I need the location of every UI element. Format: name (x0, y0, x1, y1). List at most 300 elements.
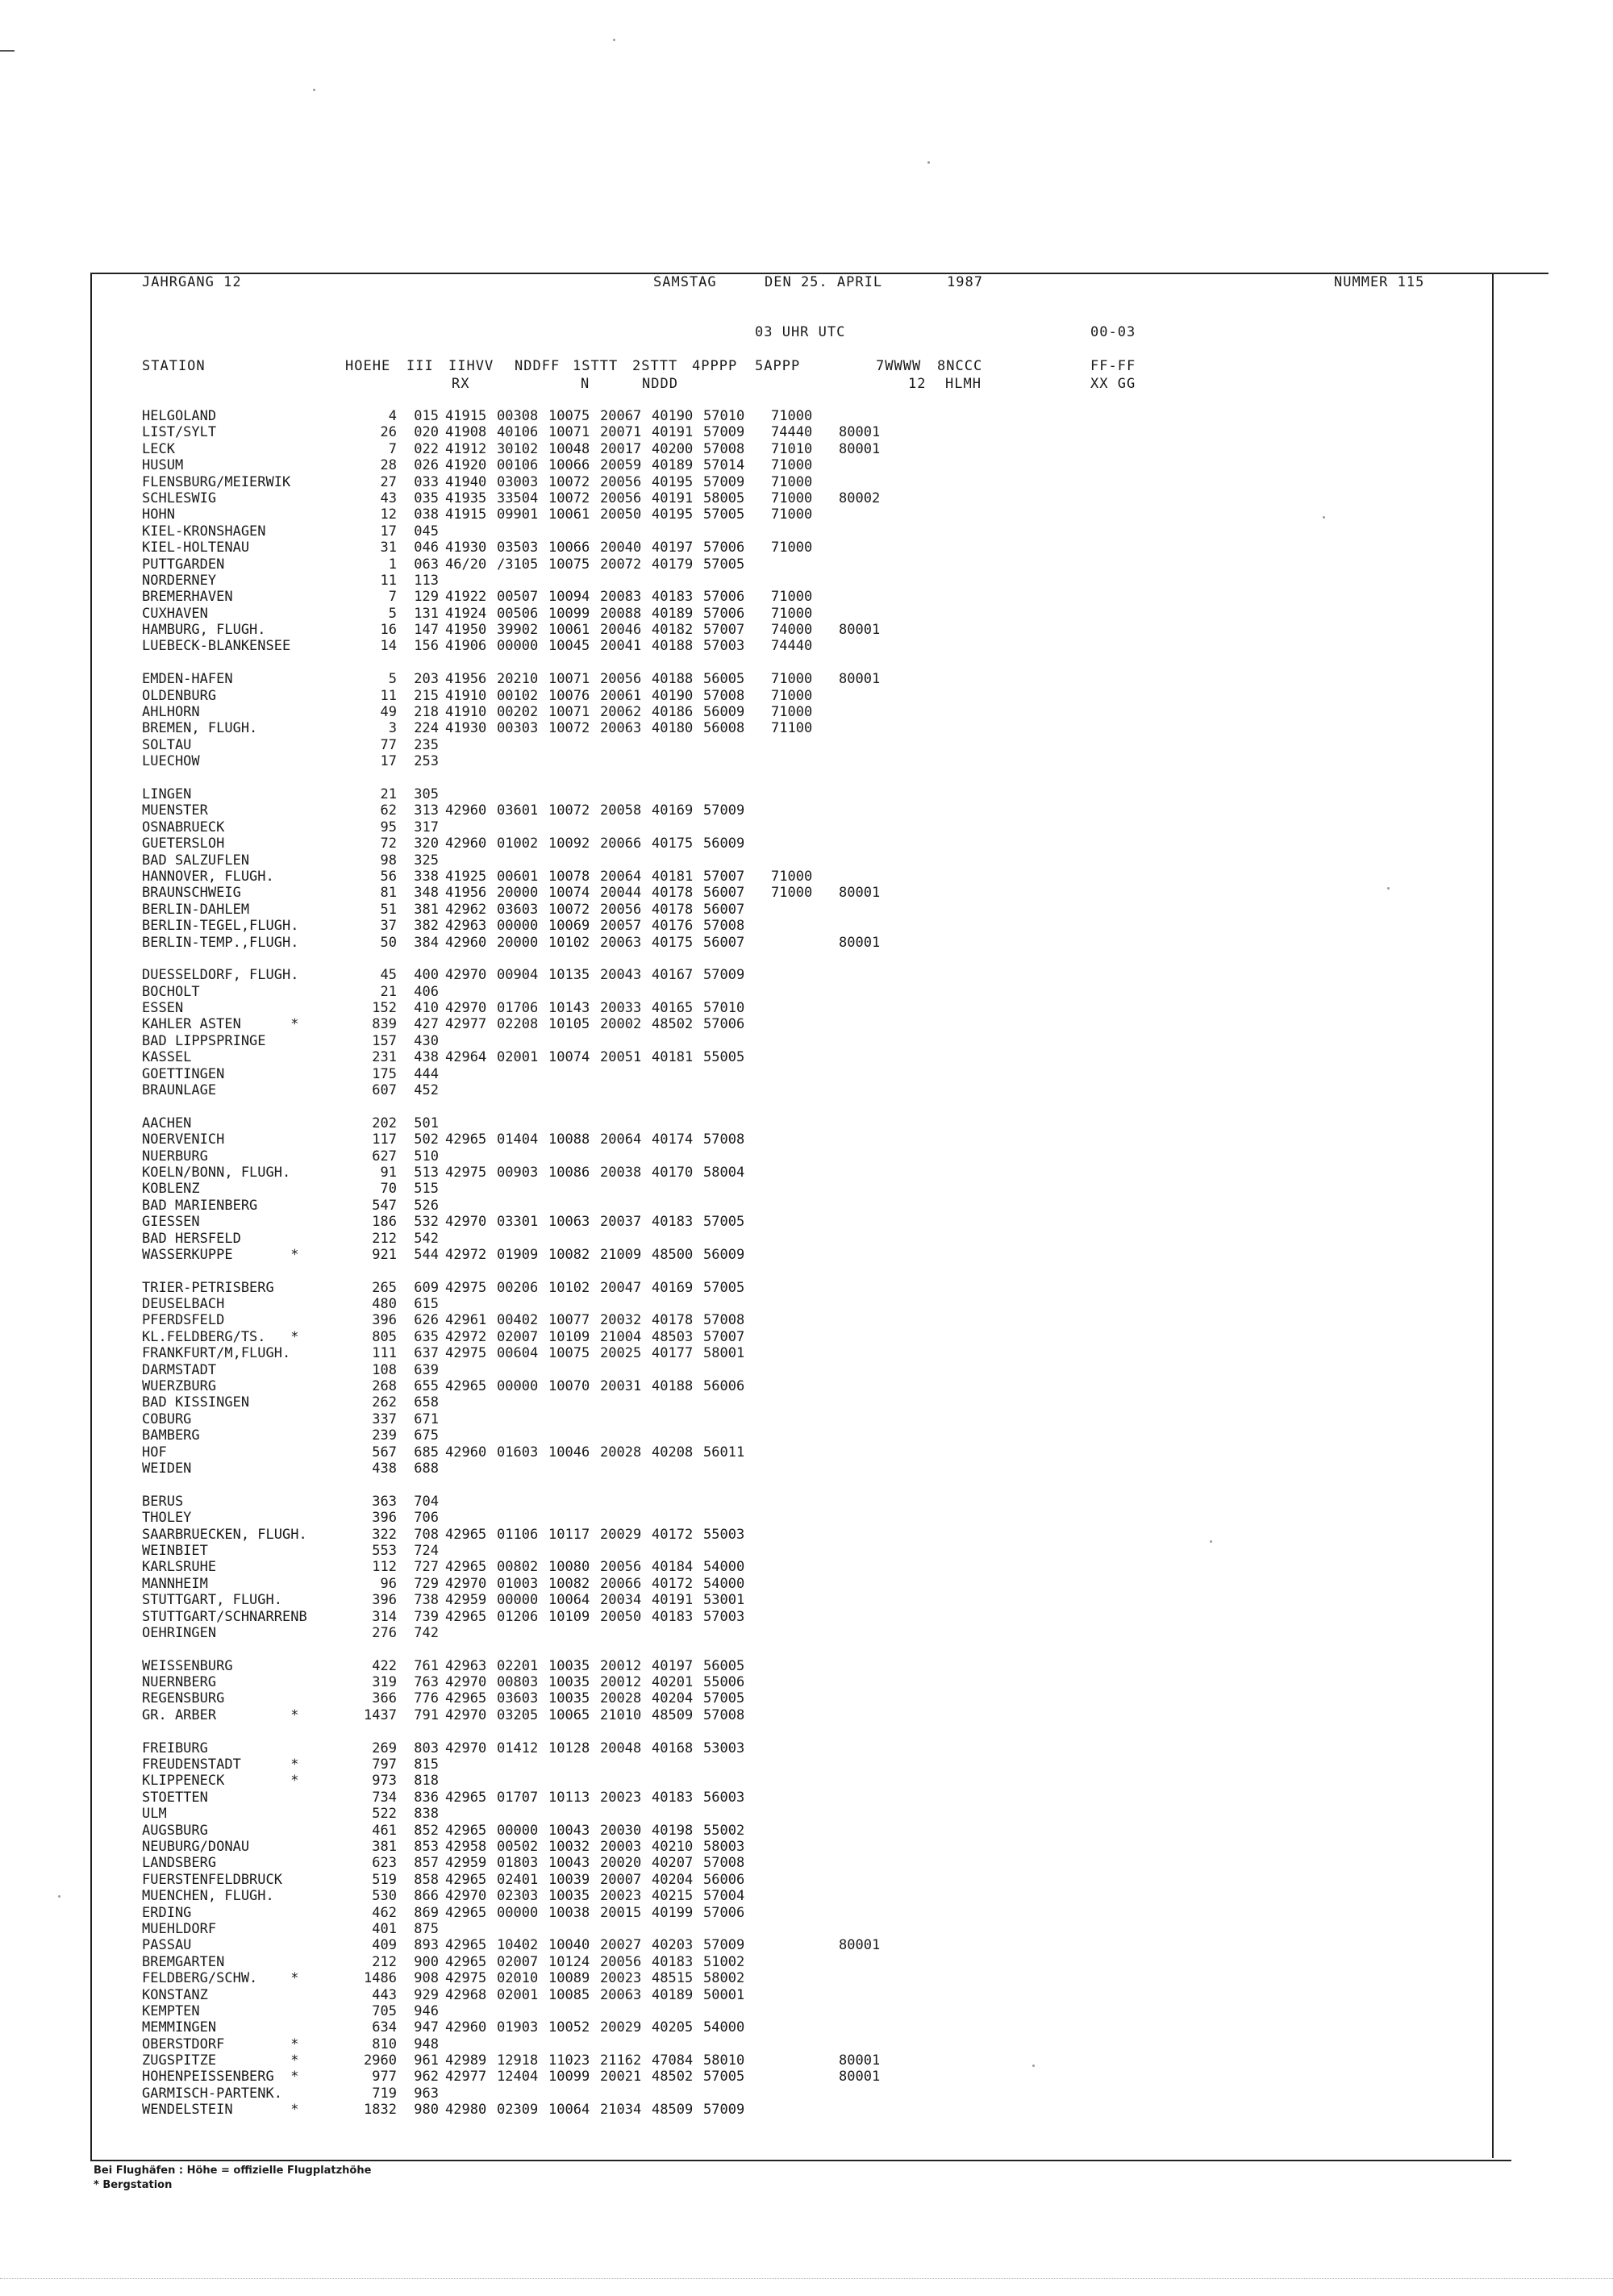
station-id: 929 (414, 1986, 439, 2003)
group-7wwww (771, 918, 839, 934)
group-nddff: 00102 (497, 687, 539, 704)
group-nddff (497, 1921, 548, 1937)
group-iihvv: 42970 (445, 967, 487, 984)
group-1sttt: 10078 (548, 868, 590, 885)
group-5appp (703, 1033, 771, 1049)
group-2sttt (600, 2086, 652, 2102)
group-iihvv (445, 1510, 497, 1526)
station-name: HELGOLAND (142, 408, 217, 424)
group-iihvv (445, 2003, 497, 2019)
group-nddff: 02401 (497, 1871, 539, 1888)
group-4pppp: 40183 (652, 589, 694, 606)
table-row (142, 720, 895, 736)
station-height: 269 (372, 1740, 397, 1756)
group-iihvv (445, 753, 497, 769)
group-nddff: 33504 (497, 490, 539, 506)
group-8nccc (839, 1394, 895, 1411)
group-4pppp: 40183 (652, 1608, 694, 1625)
group-iihvv: 42965 (445, 1526, 487, 1543)
group-5appp: 57003 (703, 638, 745, 655)
group-nddff: 00000 (497, 638, 539, 655)
group-8nccc (839, 556, 895, 573)
table-row (142, 1165, 895, 1181)
station-height: 56 (380, 868, 397, 885)
group-4pppp (652, 737, 703, 753)
group-4pppp: 40195 (652, 506, 694, 523)
group-iihvv: 42965 (445, 1378, 487, 1395)
group-iihvv (445, 1543, 497, 1559)
group-2sttt: 20067 (600, 408, 642, 424)
station-id: 706 (414, 1510, 439, 1527)
cell-spacer (439, 1970, 445, 1986)
group-7wwww (771, 1049, 839, 1065)
cell-spacer (439, 1394, 445, 1411)
group-7wwww (771, 1148, 839, 1165)
group-nddff: 01707 (497, 1789, 539, 1806)
group-2sttt: 20056 (600, 1953, 642, 1970)
table-row (142, 1888, 895, 1904)
group-1sttt (548, 1148, 600, 1165)
cell-spacer (439, 1790, 445, 1806)
cell-spacer (439, 1559, 445, 1575)
group-5appp (703, 1411, 771, 1427)
station-id: 635 (414, 1328, 439, 1345)
station-id: 729 (414, 1575, 439, 1592)
group-2sttt: 20071 (600, 424, 642, 441)
group-2sttt: 20063 (600, 934, 642, 951)
observation-time: 03 UHR UTC (755, 324, 846, 340)
station-id: 015 (414, 408, 439, 424)
group-1sttt: 10074 (548, 885, 590, 902)
station-id: 532 (414, 1214, 439, 1231)
station-name: BOCHOLT (142, 983, 200, 1000)
station-name: HUSUM (142, 457, 184, 474)
group-nddff: 20000 (497, 885, 539, 902)
station-id: 961 (414, 2052, 439, 2069)
group-8nccc (839, 1690, 895, 1706)
station-height: 438 (372, 1461, 397, 1477)
cell-spacer (439, 902, 445, 918)
table-row (142, 474, 895, 490)
table-row (142, 523, 895, 540)
table-row (142, 573, 895, 589)
group-1sttt (548, 1198, 600, 1214)
cell-spacer (439, 589, 445, 605)
station-id: 384 (414, 934, 439, 951)
group-iihvv: 42989 (445, 2052, 487, 2069)
cell-spacer (439, 622, 445, 638)
station-height: 381 (372, 1838, 397, 1855)
group-1sttt: 10085 (548, 1986, 590, 2003)
group-2sttt (600, 753, 652, 769)
cell-spacer (439, 1510, 445, 1526)
station-id: 444 (414, 1065, 439, 1082)
cell-spacer (439, 1527, 445, 1543)
group-iihvv (445, 1921, 497, 1937)
group-7wwww (771, 1461, 839, 1477)
group-5appp (703, 1625, 771, 1641)
group-nddff: 00000 (497, 1904, 539, 1921)
group-8nccc (839, 1345, 895, 1361)
station-height: 175 (372, 1065, 397, 1082)
table-row (142, 1543, 895, 1559)
group-2sttt: 20027 (600, 1937, 642, 1954)
group-7wwww (771, 1855, 839, 1871)
group-7wwww (771, 1527, 839, 1543)
table-row (142, 1362, 895, 1378)
station-id: 427 (414, 1016, 439, 1033)
table-row (142, 1427, 895, 1444)
station-name: BREMERHAVEN (142, 589, 233, 606)
group-1sttt (548, 2086, 600, 2102)
station-name: DUESSELDORF, FLUGH. (142, 967, 299, 984)
group-5appp: 53003 (703, 1740, 745, 1756)
station-id: 147 (414, 622, 439, 639)
col-2sttt-sub: NDDD (642, 376, 678, 392)
col-iii: III (406, 358, 434, 374)
scan-speck (1032, 2065, 1035, 2067)
table-row (142, 424, 895, 440)
group-nddff: 00604 (497, 1345, 539, 1362)
station-name: COBURG (142, 1411, 192, 1427)
group-7wwww (771, 1592, 839, 1608)
station-id: 688 (414, 1461, 439, 1477)
group-1sttt: 10094 (548, 589, 590, 606)
scan-speck (927, 161, 930, 164)
cell-spacer (439, 1362, 445, 1378)
station-height: 21 (380, 785, 397, 802)
station-name: ERDING (142, 1904, 192, 1921)
group-5appp: 57005 (703, 1214, 745, 1231)
group-iihvv: 42970 (445, 1740, 487, 1756)
group-8nccc (839, 1954, 895, 1970)
station-name: SCHLESWIG (142, 490, 217, 506)
station-id: 020 (414, 424, 439, 441)
table-row (142, 1576, 895, 1592)
station-id: 430 (414, 1032, 439, 1049)
group-1sttt: 10089 (548, 1970, 590, 1987)
group-iihvv (445, 1756, 497, 1773)
group-4pppp: 40191 (652, 1592, 694, 1609)
cell-spacer (439, 1198, 445, 1214)
group-8nccc (839, 753, 895, 769)
station-id: 671 (414, 1411, 439, 1427)
group-4pppp (652, 1115, 703, 1131)
group-8nccc (839, 1033, 895, 1049)
group-2sttt: 20017 (600, 440, 642, 457)
group-1sttt: 10065 (548, 1706, 590, 1723)
group-5appp (703, 819, 771, 835)
left-margin-mark (0, 50, 15, 52)
station-id: 038 (414, 506, 439, 523)
group-2sttt: 20072 (600, 556, 642, 573)
group-8nccc (839, 1131, 895, 1148)
group-7wwww: 71010 (771, 440, 813, 457)
group-5appp: 57004 (703, 1888, 745, 1905)
station-id: 022 (414, 440, 439, 457)
station-id: 131 (414, 605, 439, 622)
table-row (142, 688, 895, 704)
group-8nccc (839, 457, 895, 473)
group-1sttt: 10066 (548, 457, 590, 474)
group-2sttt: 20003 (600, 1838, 642, 1855)
group-1sttt: 10063 (548, 1214, 590, 1231)
group-7wwww (771, 556, 839, 573)
cell-spacer (439, 556, 445, 573)
group-4pppp: 40195 (652, 473, 694, 490)
group-4pppp (652, 1033, 703, 1049)
group-7wwww: 71000 (771, 540, 813, 556)
group-5appp: 56006 (703, 1871, 745, 1888)
group-2sttt (600, 1033, 652, 1049)
group-iihvv: 42975 (445, 1345, 487, 1362)
group-7wwww (771, 2003, 839, 2019)
group-4pppp: 40184 (652, 1559, 694, 1576)
cell-spacer (439, 935, 445, 951)
group-5appp: 54000 (703, 1559, 745, 1576)
group-nddff (497, 1082, 548, 1098)
group-spacer (142, 770, 895, 786)
group-4pppp: 40172 (652, 1526, 694, 1543)
station-height: 462 (372, 1904, 397, 1921)
station-height: 49 (380, 704, 397, 721)
station-id: 338 (414, 868, 439, 885)
group-7wwww (771, 1510, 839, 1526)
group-8nccc (839, 1823, 895, 1839)
date-label: DEN 25. APRIL (765, 274, 883, 290)
group-4pppp (652, 1494, 703, 1510)
group-4pppp (652, 2036, 703, 2052)
group-1sttt: 10074 (548, 1049, 590, 1066)
group-4pppp: 48509 (652, 2102, 694, 2119)
group-nddff: 02007 (497, 1953, 539, 1970)
station-name: CUXHAVEN (142, 605, 208, 622)
station-name: BREMGARTEN (142, 1953, 225, 1970)
group-nddff: 00106 (497, 457, 539, 474)
station-name: MUENSTER (142, 802, 208, 819)
group-5appp (703, 786, 771, 802)
group-4pppp: 40210 (652, 1838, 694, 1855)
group-2sttt (600, 1198, 652, 1214)
group-iihvv (445, 852, 497, 869)
group-iihvv (445, 819, 497, 835)
group-8nccc: 80001 (839, 1937, 881, 1954)
group-7wwww (771, 1954, 839, 1970)
station-height: 239 (372, 1427, 397, 1444)
group-8nccc: 80002 (839, 490, 881, 506)
group-8nccc (839, 523, 895, 540)
group-5appp (703, 1756, 771, 1773)
station-height: 81 (380, 885, 397, 902)
station-id: 963 (414, 2085, 439, 2102)
group-iihvv: 42960 (445, 835, 487, 852)
station-name: DEUSELBACH (142, 1296, 225, 1313)
cell-spacer (439, 2003, 445, 2019)
group-4pppp: 40208 (652, 1444, 694, 1461)
station-height: 14 (380, 638, 397, 655)
cell-spacer (439, 1954, 445, 1970)
group-2sttt: 20021 (600, 2069, 642, 2086)
group-nddff: 03301 (497, 1214, 539, 1231)
cell-spacer (439, 1543, 445, 1559)
cell-spacer (439, 1066, 445, 1082)
station-id: 438 (414, 1049, 439, 1066)
group-7wwww (771, 852, 839, 869)
station-id: 046 (414, 540, 439, 556)
group-4pppp: 40175 (652, 835, 694, 852)
group-8nccc (839, 1543, 895, 1559)
group-7wwww (771, 1921, 839, 1937)
group-7wwww: 71100 (771, 720, 813, 737)
cell-spacer (439, 1329, 445, 1345)
station-height: 921 (372, 1246, 397, 1263)
group-8nccc (839, 2019, 895, 2036)
station-id: 325 (414, 852, 439, 869)
group-iihvv (445, 1411, 497, 1427)
group-nddff (497, 1411, 548, 1427)
group-7wwww (771, 1576, 839, 1592)
table-row (142, 1296, 895, 1312)
station-height: 705 (372, 2002, 397, 2019)
group-2sttt: 20056 (600, 1559, 642, 1576)
group-iihvv (445, 1066, 497, 1082)
group-spacer (142, 1477, 895, 1493)
group-1sttt: 10072 (548, 901, 590, 918)
group-8nccc (839, 1231, 895, 1247)
group-iihvv (445, 1494, 497, 1510)
group-5appp: 56009 (703, 835, 745, 852)
table-row (142, 2052, 895, 2069)
group-nddff: 40106 (497, 424, 539, 441)
group-2sttt: 20020 (600, 1855, 642, 1872)
station-height: 5 (388, 671, 397, 688)
station-height: 28 (380, 457, 397, 474)
group-1sttt: 10035 (548, 1657, 590, 1674)
group-nddff (497, 1296, 548, 1312)
table-row (142, 1510, 895, 1526)
cell-spacer (439, 1576, 445, 1592)
station-name: GARMISCH-PARTENK. (142, 2085, 282, 2102)
group-8nccc (839, 852, 895, 869)
station-id: 515 (414, 1181, 439, 1198)
cell-spacer (439, 1312, 445, 1328)
station-name: OLDENBURG (142, 687, 217, 704)
group-7wwww (771, 1494, 839, 1510)
group-1sttt: 10077 (548, 1312, 590, 1329)
station-name: WEISSENBURG (142, 1657, 233, 1674)
group-iihvv: 42970 (445, 1888, 487, 1905)
station-height: 719 (372, 2085, 397, 2102)
table-row (142, 1855, 895, 1871)
group-nddff (497, 1066, 548, 1082)
group-1sttt (548, 1543, 600, 1559)
group-iihvv (445, 1148, 497, 1165)
group-1sttt: 10071 (548, 704, 590, 721)
group-iihvv: 41922 (445, 589, 487, 606)
group-nddff: 20210 (497, 671, 539, 688)
group-7wwww: 71000 (771, 408, 813, 424)
group-4pppp: 40180 (652, 720, 694, 737)
station-name: NUERBURG (142, 1148, 208, 1165)
table-row (142, 2102, 895, 2118)
group-2sttt: 20040 (600, 540, 642, 556)
station-name: PUTTGARDEN (142, 556, 225, 573)
group-2sttt (600, 1066, 652, 1082)
group-4pppp: 40181 (652, 868, 694, 885)
group-1sttt (548, 984, 600, 1000)
group-nddff (497, 852, 548, 869)
group-2sttt (600, 523, 652, 540)
group-2sttt (600, 2036, 652, 2052)
group-nddff: 00903 (497, 1164, 539, 1181)
group-7wwww (771, 1362, 839, 1378)
group-nddff: 12918 (497, 2052, 539, 2069)
cell-spacer (439, 1921, 445, 1937)
group-iihvv: 42965 (445, 1690, 487, 1707)
station-id: 348 (414, 885, 439, 902)
group-iihvv (445, 573, 497, 589)
table-row (142, 1756, 895, 1773)
station-name: FRANKFURT/M,FLUGH. (142, 1345, 291, 1362)
station-id: 655 (414, 1378, 439, 1395)
group-4pppp (652, 1411, 703, 1427)
group-iihvv: 42972 (445, 1328, 487, 1345)
table-row (142, 1378, 895, 1394)
group-1sttt: 10124 (548, 1953, 590, 1970)
group-nddff: 01003 (497, 1575, 539, 1592)
group-8nccc: 80001 (839, 2069, 881, 2086)
station-name: AUGSBURG (142, 1822, 208, 1839)
station-id: 791 (414, 1706, 439, 1723)
station-height: 111 (372, 1345, 397, 1362)
group-iihvv (445, 737, 497, 753)
group-8nccc (839, 1296, 895, 1312)
group-5appp: 55006 (703, 1674, 745, 1691)
group-spacer (142, 951, 895, 967)
station-id: 738 (414, 1592, 439, 1609)
group-7wwww (771, 2069, 839, 2085)
group-8nccc (839, 786, 895, 802)
group-8nccc (839, 1921, 895, 1937)
group-4pppp: 40175 (652, 934, 694, 951)
group-2sttt: 20015 (600, 1904, 642, 1921)
cell-spacer (439, 1000, 445, 1016)
group-8nccc: 80001 (839, 934, 881, 951)
group-iihvv: 42977 (445, 2069, 487, 2086)
group-1sttt: 10046 (548, 1444, 590, 1461)
station-id: 224 (414, 720, 439, 737)
station-name: TRIER-PETRISBERG (142, 1279, 274, 1296)
group-2sttt: 20044 (600, 885, 642, 902)
cell-spacer (439, 1756, 445, 1773)
cell-spacer (439, 1823, 445, 1839)
cell-spacer (439, 441, 445, 457)
station-height: 21 (380, 983, 397, 1000)
group-nddff: 02001 (497, 1049, 539, 1066)
group-4pppp: 40198 (652, 1822, 694, 1839)
cell-spacer (439, 984, 445, 1000)
station-name: BERLIN-TEMP.,FLUGH. (142, 934, 299, 951)
station-id: 156 (414, 638, 439, 655)
group-5appp: 56009 (703, 704, 745, 721)
group-4pppp: 40186 (652, 704, 694, 721)
station-name: STUTTGART/SCHNARRENB (142, 1608, 307, 1625)
table-row (142, 1016, 895, 1032)
cell-spacer (439, 1181, 445, 1197)
station-height: 634 (372, 2019, 397, 2036)
group-4pppp: 40181 (652, 1049, 694, 1066)
station-name: MUEHLDORF (142, 1920, 217, 1937)
